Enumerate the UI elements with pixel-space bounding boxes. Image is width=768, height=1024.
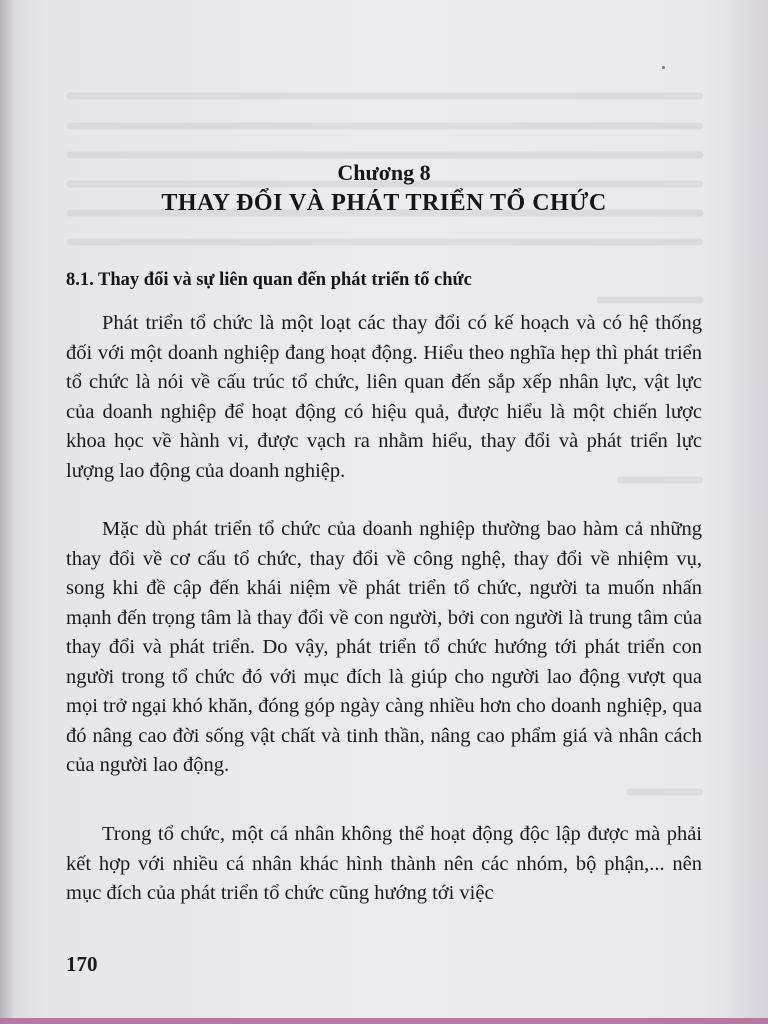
page-number: 170	[66, 952, 98, 976]
section-heading: 8.1. Thay đổi và sự liên quan đến phát triển tổ chức	[66, 270, 472, 290]
chapter-label: Chương 8	[337, 160, 431, 185]
page-bottom-edge	[0, 1018, 768, 1024]
body-paragraph: Mặc dù phát triển tổ chức của doanh nghiệp thường bao hàm cả những thay đổi về cơ cấu tổ chức, thay đổi về công nghệ, thay đổi về nhiệm vụ, song khi đề cập đến khái niệm về phát triển tổ chức, người ta muốn nhấn mạnh đến trọng tâm là thay đổi về con người, bởi con người là trung tâm của thay đổi và phát triển. Do vậy, phát triển tổ chức hướng tới phát triển con người trong tổ chức đó với mục đích là giúp cho người lao động vượt qua mọi trở ngại khó khăn, đóng góp ngày càng nhiều hơn cho doanh nghiệp, qua đó nâng cao đời sống vật chất và tinh thần, nâng cao phẩm giá và nhân cách của người lao động.	[66, 518, 702, 776]
body-paragraph: Trong tổ chức, một cá nhân không thể hoạt động độc lập được mà phải kết hợp với nhiều cá nhân khác hình thành nên các nhóm, bộ phận,... nên mục đích của phát triển tổ chức cũng hướng tới việc	[66, 823, 702, 904]
page-binding-edge	[0, 0, 14, 1024]
paper-speck	[662, 66, 665, 69]
body-paragraph: Phát triển tổ chức là một loạt các thay đổi có kế hoạch và có hệ thống đối với một doanh nghiệp đang hoạt động. Hiểu theo nghĩa hẹp thì phát triển tổ chức là nói về cấu trúc tổ chức, liên quan đến sắp xếp nhân lực, vật lực của doanh nghiệp để hoạt động có hiệu quả, được hiểu là một chiến lược khoa học về hành vi, được vạch ra nhằm hiểu, thay đổi và phát triển lực lượng lao động của doanh nghiệp.	[66, 312, 702, 482]
chapter-title: THAY ĐỔI VÀ PHÁT TRIỂN TỔ CHỨC	[161, 190, 607, 216]
